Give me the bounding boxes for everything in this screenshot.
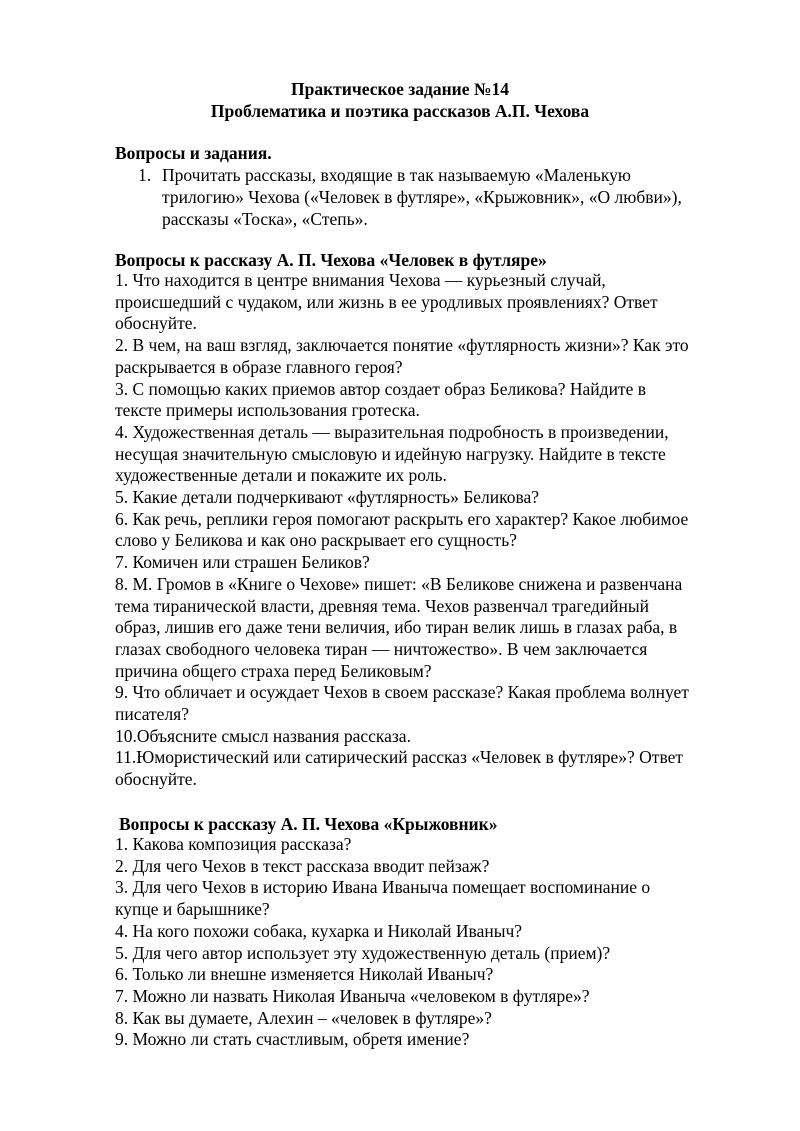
question-line: 5. Для чего автор использует эту художественную деталь (прием)? — [115, 942, 611, 963]
list-item-number: 1. — [138, 165, 152, 185]
question-line: обоснуйте. — [115, 769, 197, 790]
section-heading-chelovek-v-futlyare: Вопросы к рассказу А. П. Чехова «Человек в футляре» — [115, 250, 547, 270]
list-item-text — [162, 164, 762, 230]
question-line: раскрывается в образе главного героя? — [115, 356, 403, 377]
question-line: причина общего страха перед Беликовым? — [115, 660, 432, 681]
document-subtitle: Проблематика и поэтика рассказов А.П. Чехова — [210, 101, 590, 121]
question-line: 3. С помощью каких приемов автор создает образ Беликова? Найдите в — [115, 378, 646, 399]
question-line: 1. Какова композиция рассказа? — [115, 834, 352, 854]
question-line: писателя? — [115, 704, 189, 725]
question-line: 7. Можно ли назвать Николая Иваныча «человеком в футляре»? — [115, 985, 590, 1006]
text-line: рассказы «Тоска», «Степь». — [162, 209, 368, 229]
questions-list-kryzhovnik — [115, 834, 795, 1051]
question-line: 3. Для чего Чехов в историю Ивана Иваныча помещает воспоминание о — [115, 877, 651, 898]
text-line: трилогию» Чехова («Человек в футляре», «Крыжовник», «О любви»), — [162, 187, 682, 207]
section-heading-kryzhovnik: Вопросы к рассказу А. П. Чехова «Крыжовник» — [119, 814, 498, 834]
question-line: художественные детали и покажите их роль. — [115, 465, 447, 486]
question-line: 4. Художественная деталь — выразительная подробность в произведении, — [115, 421, 669, 442]
question-line: 10.Объясните смысл названия рассказа. — [115, 725, 411, 746]
question-line: образ, лишив его даже тени величия, ибо тиран велик лишь в глазах раба, в — [115, 617, 678, 638]
question-line: слово у Беликова и как оно раскрывает его сущность? — [115, 530, 517, 551]
question-line: 11.Юмористический или сатирический рассказ «Человек в футляре»? Ответ — [115, 747, 684, 768]
question-line: глазах свободного человека тиран — ничтожество». В чем заключается — [115, 638, 648, 659]
document-title: Практическое задание №14 — [291, 79, 509, 99]
question-line: 9. Можно ли стать счастливым, обретя имение? — [115, 1029, 470, 1050]
question-line: 2. В чем, на ваш взгляд, заключается понятие «футлярность жизни»? Как это — [115, 335, 689, 356]
questions-list-chelovek-v-futlyare — [115, 270, 795, 791]
question-line: 7. Комичен или страшен Беликов? — [115, 552, 370, 573]
question-line: обоснуйте. — [115, 313, 197, 334]
question-line: 9. Что обличает и осуждает Чехов в своем рассказе? Какая проблема волнует — [115, 682, 689, 703]
text-line: Прочитать рассказы, входящие в так называемую «Маленькую — [162, 165, 631, 185]
question-line: 4. На кого похожи собака, кухарка и Николай Иваныч? — [115, 920, 523, 941]
question-line: тема тиранической власти, древняя тема. Чехов развенчал трагедийный — [115, 595, 650, 616]
question-line: 2. Для чего Чехов в текст рассказа вводит пейзаж? — [115, 855, 490, 876]
question-line: 5. Какие детали подчеркивают «футлярность» Беликова? — [115, 487, 540, 508]
question-line: 8. Как вы думаете, Алехин – «человек в футляре»? — [115, 1007, 492, 1028]
question-line: купце и барышнике? — [115, 899, 270, 920]
question-line: происшедший с чудаком, или жизнь в ее уродливых проявлениях? Ответ — [115, 291, 658, 312]
question-line: несущая значительную смысловую и идейную нагрузку. Найдите в тексте — [115, 443, 666, 464]
question-line: 8. М. Громов в «Книге о Чехове» пишет: «В Беликове снижена и развенчана — [115, 573, 683, 594]
question-line: 1. Что находится в центре внимания Чехова — курьезный случай, — [115, 270, 606, 290]
tasks-heading: Вопросы и задания. — [115, 143, 272, 163]
question-line: 6. Только ли внешне изменяется Николай Иваныч? — [115, 964, 494, 985]
question-line: тексте примеры использования гротеска. — [115, 400, 420, 421]
question-line: 6. Как речь, реплики героя помогают раскрыть его характер? Какое любимое — [115, 508, 689, 529]
